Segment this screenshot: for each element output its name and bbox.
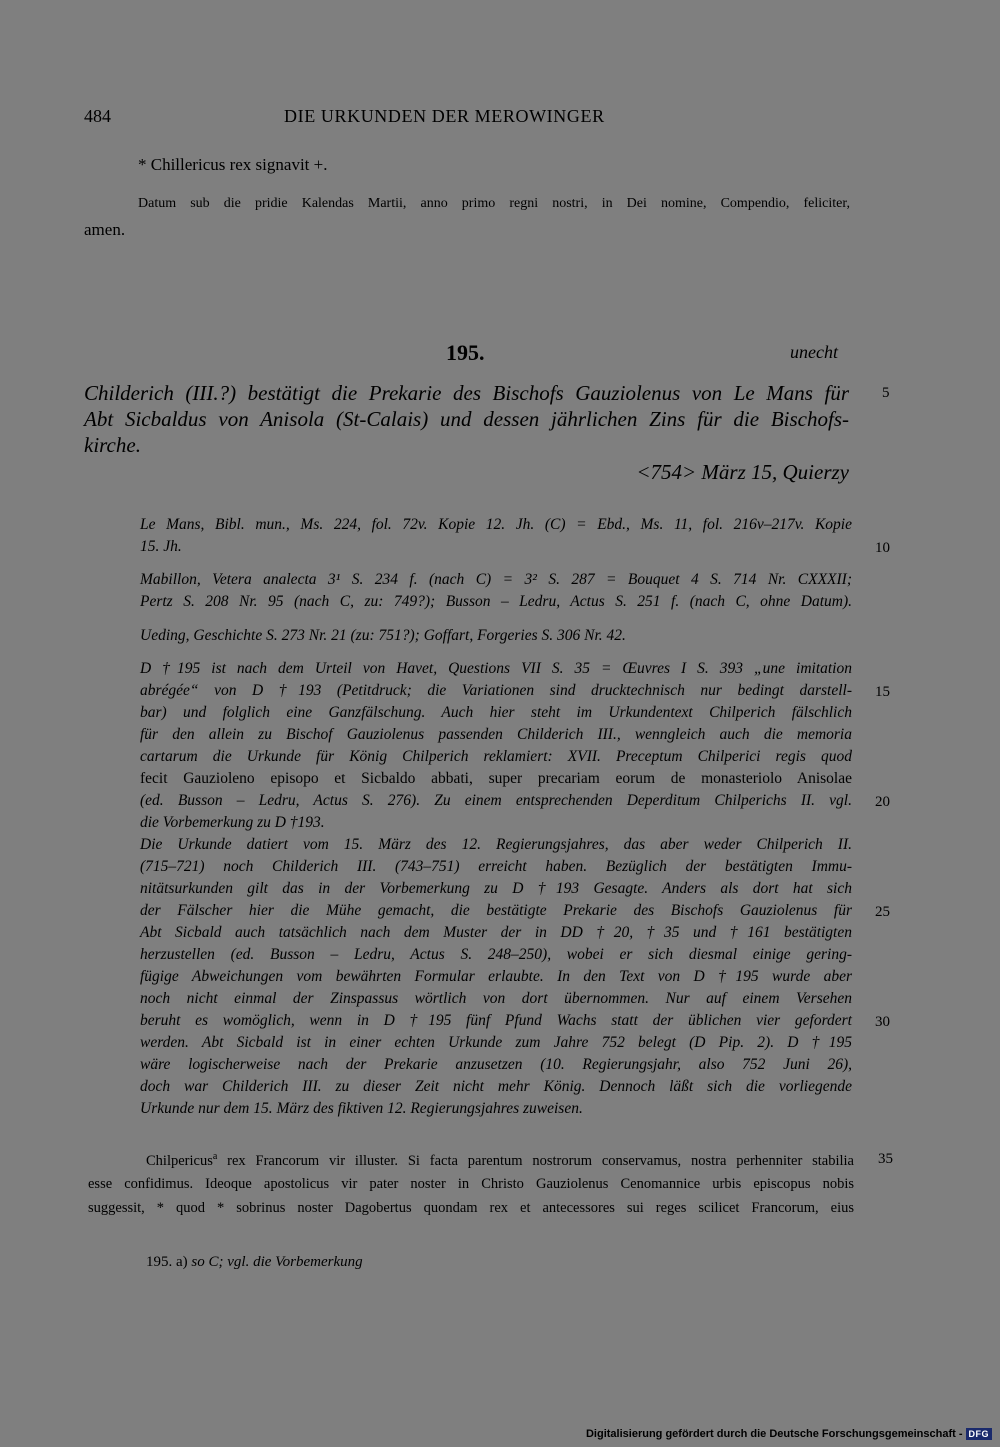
dateline: <754> März 15, Quierzy bbox=[636, 460, 849, 484]
commentary-line: noch nicht einmal der Zinspassus wörtlich von dort übernommen. Nur auf einem Versehen bbox=[140, 990, 852, 1007]
line-number: 25 bbox=[875, 904, 890, 920]
footnote-number: 195. a) bbox=[146, 1254, 188, 1270]
page-number: 484 bbox=[84, 106, 111, 126]
commentary-line: der Fälscher hier die Mühe gemacht, die bestätigte Prekarie des Bischofs Gauziolenus für bbox=[140, 902, 852, 919]
dfg-notice-text: Digitalisierung gefördert durch die Deutsche Forschungsgemeinschaft - bbox=[585, 1428, 963, 1440]
charter-text-line: esse confidimus. Ideoque apostolicus vir pater noster in Christo Gauziolenus Cenomannice urbis episcopus nobis bbox=[88, 1176, 854, 1192]
regest-line: kirche. bbox=[84, 433, 141, 457]
line-number: 35 bbox=[878, 1151, 893, 1167]
commentary-line: herzustellen (ed. Busson – Ledru, Actus S. 248–250), wobei er sich diesmal einige gering- bbox=[140, 946, 852, 963]
commentary-line: für den allein zu Bischof Gauziolenus passenden Childerich III., wenngleich auch die memoria bbox=[140, 726, 852, 743]
commentary-line: die Vorbemerkung zu D †193. bbox=[140, 814, 325, 831]
footnote bbox=[146, 1254, 363, 1271]
regest-line: Abt Sicbaldus von Anisola (St-Calais) und dessen jährlichen Zins für die Bischofs- bbox=[84, 407, 849, 431]
regest-line: Childerich (III.?) bestätigt die Prekarie des Bischofs Gauziolenus von Le Mans für bbox=[84, 381, 849, 405]
commentary-line: Die Urkunde datiert vom 15. März des 12. Regierungsjahres, das aber weder Chilperich II. bbox=[140, 836, 852, 853]
line-number: 20 bbox=[875, 794, 890, 810]
line-number: 15 bbox=[875, 684, 890, 700]
commentary-line: wäre logischerweise nach der Prekarie anzusetzen (10. Regierungsjahr, also 752 Juni 26), bbox=[140, 1056, 852, 1073]
footnote-marker: a bbox=[212, 1151, 218, 1162]
charter-text-first-word: Chilpericus bbox=[146, 1152, 213, 1169]
editions-line: Pertz S. 208 Nr. 95 (nach C, zu: 749?); Busson – Ledru, Actus S. 251 f. (nach C, ohne Datum). bbox=[140, 593, 852, 610]
commentary-line: (715–721) noch Childerich III. (743–751) erreicht haben. Bezüglich der bestätigten Immu- bbox=[140, 858, 852, 875]
commentary-line: fügige Abweichungen vom bewährten Formular erlaubte. In den Text von D †195 wurde aber bbox=[140, 968, 852, 985]
authenticity-status: unecht bbox=[790, 342, 838, 362]
commentary-line: D †195 ist nach dem Urteil von Havet, Questions VII S. 35 = Œuvres I S. 393 „une imitation bbox=[140, 660, 852, 677]
line-number: 10 bbox=[875, 540, 890, 556]
line-number: 30 bbox=[875, 1014, 890, 1030]
dfg-funding-notice bbox=[586, 1428, 992, 1440]
commentary-line: (ed. Busson – Ledru, Actus S. 276). Zu einem entsprechenden Deperditum Chilperichs II. vgl. bbox=[140, 792, 852, 809]
charter-text-rest: rex Francorum vir illuster. Si facta parentum nostrorum conservamus, nostra perhenniter stabilia bbox=[217, 1152, 854, 1169]
commentary-line: doch war Childerich III. zu dieser Zeit nicht mehr König. Dennoch läßt sich die vorliegende bbox=[140, 1078, 852, 1095]
literature-line: Ueding, Geschichte S. 273 Nr. 21 (zu: 751?); Goffart, Forgeries S. 306 Nr. 42. bbox=[140, 627, 626, 644]
commentary-line: nitätsurkunden gilt das in der Vorbemerkung zu D †193 Gesagte. Anders als dort hat sich bbox=[140, 880, 852, 897]
editions-line: Mabillon, Vetera analecta 3¹ S. 234 f. (nach C) = 3² S. 287 = Bouquet 4 S. 714 Nr. CXXXII; bbox=[140, 571, 852, 588]
commentary-line: abrégée“ von D †193 (Petitdruck; die Variationen sind drucktechnisch nur bedingt darstell- bbox=[140, 682, 852, 699]
charter-text-line bbox=[146, 1151, 854, 1170]
signature-line: * Chillericus rex signavit +. bbox=[138, 155, 328, 174]
commentary-line: Abt Sicbald auch tatsächlich nach dem Muster der in DD †20, †35 und †161 bestätigten bbox=[140, 924, 852, 941]
datum-line: Datum sub die pridie Kalendas Martii, anno primo regni nostri, in Dei nomine, Compendio, feliciter, bbox=[138, 196, 850, 211]
footnote-text: so C; vgl. die Vorbemerkung bbox=[187, 1254, 363, 1270]
commentary-line: bar) und folglich eine Ganzfälschung. Auch hier steht im Urkundentext Chilperich fälschlich bbox=[140, 704, 852, 721]
tradition-line: Le Mans, Bibl. mun., Ms. 224, fol. 72v. Kopie 12. Jh. (C) = Ebd., Ms. 11, fol. 216v–217v. Kopie bbox=[140, 516, 852, 533]
running-title: DIE URKUNDEN DER MEROWINGER bbox=[284, 106, 605, 126]
line-number: 5 bbox=[882, 385, 890, 401]
commentary-line: werden. Abt Sicbald ist in einer echten Urkunde zum Jahre 752 belegt (D Pip. 2). D †195 bbox=[140, 1034, 852, 1051]
commentary-line: cartarum die Urkunde für König Chilperich reklamiert: XVII. Preceptum Chilperici regis quod bbox=[140, 748, 852, 765]
charter-number: 195. bbox=[446, 340, 485, 365]
tradition-line: 15. Jh. bbox=[140, 538, 182, 555]
commentary-line: fecit Gauzioleno episopo et Sicbaldo abbati, super precariam eorum de monasteriolo Anisolae bbox=[140, 770, 852, 787]
charter-text-line: suggessit, * quod * sobrinus noster Dagobertus quondam rex et antecessores sui reges scilicet Francorum, eius bbox=[88, 1200, 854, 1216]
commentary-line: beruht es womöglich, wenn in D †195 fünf Pfund Wachs statt der üblichen vier gefordert bbox=[140, 1012, 852, 1029]
datum-line-end: amen. bbox=[84, 220, 126, 239]
commentary-line: Urkunde nur dem 15. März des fiktiven 12. Regierungsjahres zuweisen. bbox=[140, 1100, 583, 1117]
dfg-logo-icon: DFG bbox=[966, 1428, 993, 1440]
